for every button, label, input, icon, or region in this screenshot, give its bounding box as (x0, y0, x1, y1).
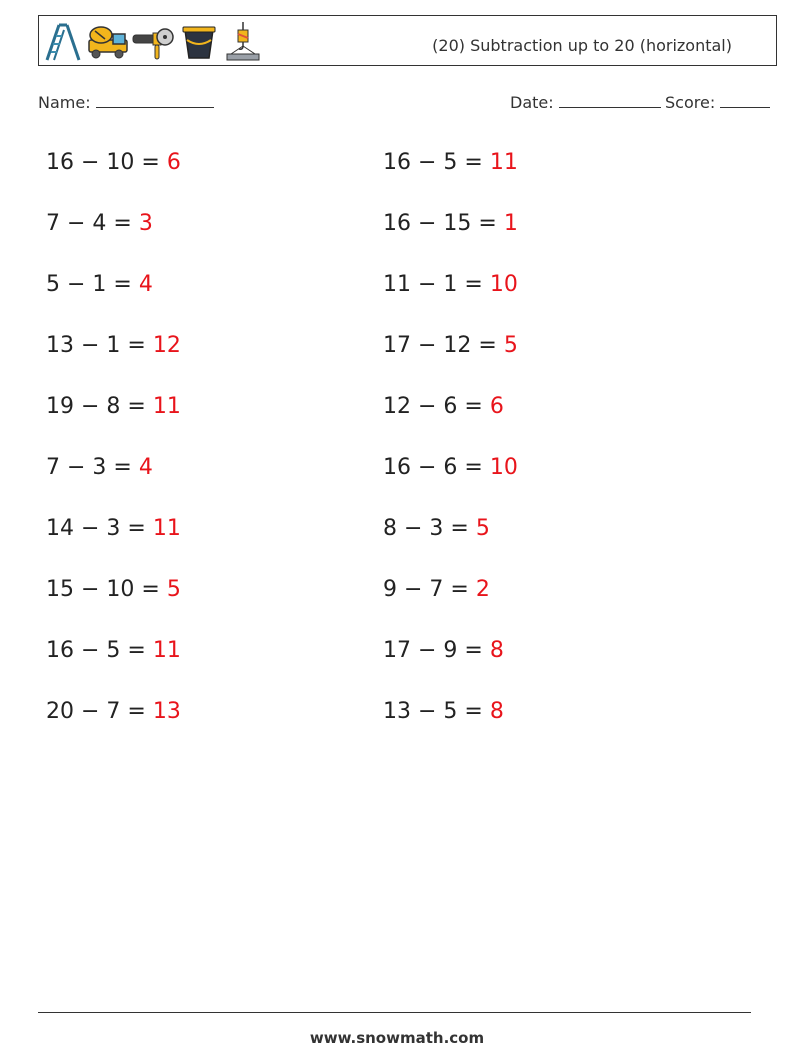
ladder-icon (43, 22, 83, 62)
worksheet-title: (20) Subtraction up to 20 (horizontal) (432, 36, 732, 55)
problem-left-4 (46, 333, 181, 358)
problem-question: 8 − 3 = (383, 516, 476, 541)
problem-answer: 11 (152, 516, 181, 541)
problem-question: 13 − 1 = (46, 333, 153, 358)
cement-mixer-icon (87, 22, 129, 62)
problem-right-3 (383, 272, 518, 297)
problem-left-5 (46, 394, 181, 419)
problem-answer: 4 (138, 455, 153, 480)
name-blank[interactable] (96, 93, 214, 108)
problem-answer: 12 (152, 333, 181, 358)
worksheet-header (38, 15, 777, 66)
problem-left-10 (46, 699, 181, 724)
problem-answer: 8 (489, 699, 504, 724)
problem-question: 20 − 7 = (46, 699, 153, 724)
problem-right-10 (383, 699, 504, 724)
problem-answer: 11 (152, 394, 181, 419)
bucket-icon (179, 22, 219, 62)
date-blank[interactable] (559, 93, 661, 108)
problem-question: 11 − 1 = (383, 272, 490, 297)
problem-question: 9 − 7 = (383, 577, 476, 602)
problem-answer: 10 (489, 455, 518, 480)
problem-answer: 11 (489, 150, 518, 175)
problem-left-7 (46, 516, 181, 541)
problem-question: 12 − 6 = (383, 394, 490, 419)
score-label: Score: (665, 93, 716, 112)
problem-question: 15 − 10 = (46, 577, 167, 602)
problem-answer: 5 (475, 516, 490, 541)
problem-question: 17 − 12 = (383, 333, 504, 358)
problem-answer: 5 (503, 333, 518, 358)
problem-answer: 1 (503, 211, 518, 236)
problem-answer: 10 (489, 272, 518, 297)
angle-grinder-icon (131, 22, 175, 62)
problem-question: 16 − 10 = (46, 150, 167, 175)
problem-right-1 (383, 150, 518, 175)
problem-question: 17 − 9 = (383, 638, 490, 663)
problem-right-8 (383, 577, 490, 602)
problem-answer: 3 (138, 211, 153, 236)
problem-left-8 (46, 577, 181, 602)
date-label: Date: (510, 93, 554, 112)
score-field (665, 93, 770, 112)
problem-question: 16 − 15 = (383, 211, 504, 236)
problem-answer: 13 (152, 699, 181, 724)
problem-question: 5 − 1 = (46, 272, 139, 297)
score-blank[interactable] (720, 93, 770, 108)
problem-right-2 (383, 211, 518, 236)
crane-hook-icon (223, 22, 263, 62)
name-label: Name: (38, 93, 91, 112)
problem-question: 14 − 3 = (46, 516, 153, 541)
footer-divider (38, 1012, 751, 1013)
problem-answer: 5 (166, 577, 181, 602)
problem-answer: 2 (475, 577, 490, 602)
problem-question: 19 − 8 = (46, 394, 153, 419)
problem-question: 16 − 6 = (383, 455, 490, 480)
problem-question: 16 − 5 = (46, 638, 153, 663)
problem-left-3 (46, 272, 153, 297)
problem-left-6 (46, 455, 153, 480)
problem-answer: 8 (489, 638, 504, 663)
name-field (38, 93, 214, 112)
problem-left-2 (46, 211, 153, 236)
problem-right-7 (383, 516, 490, 541)
problem-question: 7 − 4 = (46, 211, 139, 236)
problem-right-6 (383, 455, 518, 480)
footer-url[interactable]: www.snowmath.com (309, 1029, 485, 1047)
problem-answer: 11 (152, 638, 181, 663)
problem-right-5 (383, 394, 504, 419)
date-field (510, 93, 661, 112)
problem-question: 13 − 5 = (383, 699, 490, 724)
problem-answer: 6 (489, 394, 504, 419)
problem-right-4 (383, 333, 518, 358)
problem-question: 7 − 3 = (46, 455, 139, 480)
problem-answer: 6 (166, 150, 181, 175)
problem-question: 16 − 5 = (383, 150, 490, 175)
problem-right-9 (383, 638, 504, 663)
problem-left-1 (46, 150, 181, 175)
problem-answer: 4 (138, 272, 153, 297)
problem-left-9 (46, 638, 181, 663)
